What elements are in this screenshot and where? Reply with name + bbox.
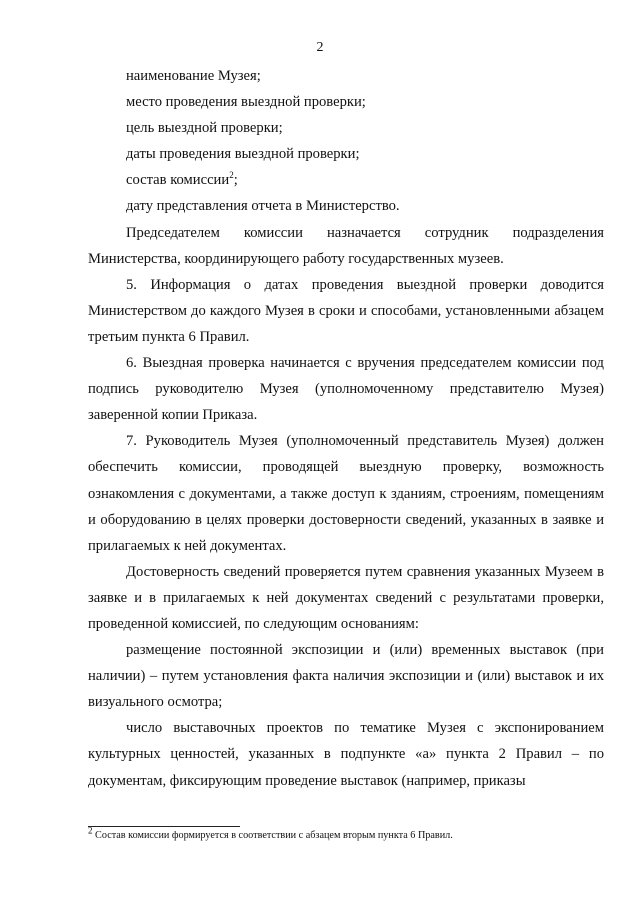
paragraph-accuracy: Достоверность сведений проверяется путем сравнения указанных Музеем в заявке и в прилагаемых к ней документах сведений с результатами проверки, проведенной комиссией, по следующим основаниям: [88, 563, 604, 632]
commission-end: ; [233, 172, 238, 189]
paragraph-chair: Председателем комиссии назначается сотрудник подразделения Министерства, координирующего работу государственных музеев. [88, 224, 604, 267]
page-number: 2 [316, 40, 324, 55]
commission-text: состав комиссии [126, 172, 230, 189]
paragraph-6: 6. Выездная проверка начинается с вручения председателем комиссии под подпись руководителю Музея (уполномоченному представителю Музея) заверенной копии Приказа. [88, 355, 604, 424]
paragraph-projects: число выставочных проектов по тематике Музея с экспонированием культурных ценностей, указанных в подпункте «а» пункта 2 Правил – по документам, фиксирующим проведение выставок (например, приказы [88, 720, 604, 789]
list-item: наименование Музея; [126, 68, 261, 84]
footnote-number: 2 [88, 825, 93, 836]
document-body [88, 63, 604, 794]
list-item-report-date: дату представления отчета в Министерство. [126, 198, 400, 215]
list-item-commission [88, 167, 604, 193]
paragraph-exposition: размещение постоянной экспозиции и (или) временных выставок (при наличии) – путем установления факта наличия экспозиции и (или) выставок и их визуального осмотра; [88, 642, 604, 711]
paragraph-7: 7. Руководитель Музея (уполномоченный представитель Музея) должен обеспечить комиссии, проводящей выездную проверку, возможность ознакомления с документами, а также доступ к зданиям, строениям, помещениям и оборудованию в целях проверки достоверности сведений, указанных в заявке и прилагаемых к ней документах. [88, 433, 604, 554]
footnote-separator [88, 826, 240, 827]
list-item: даты проведения выездной проверки; [126, 146, 360, 163]
list-item: цель выездной проверки; [126, 120, 283, 137]
footnote-text: Состав комиссии формируется в соответствии с абзацем вторым пункта 6 Правил. [92, 830, 453, 841]
footnote [88, 825, 604, 843]
list-item: место проведения выездной проверки; [126, 94, 366, 111]
footnote-reference: 2 [229, 170, 234, 181]
paragraph-5: 5. Информация о датах проведения выездной проверки доводится Министерством до каждого Музея в сроки и способами, установленными абзацем третьим пункта 6 Правил. [88, 276, 604, 345]
